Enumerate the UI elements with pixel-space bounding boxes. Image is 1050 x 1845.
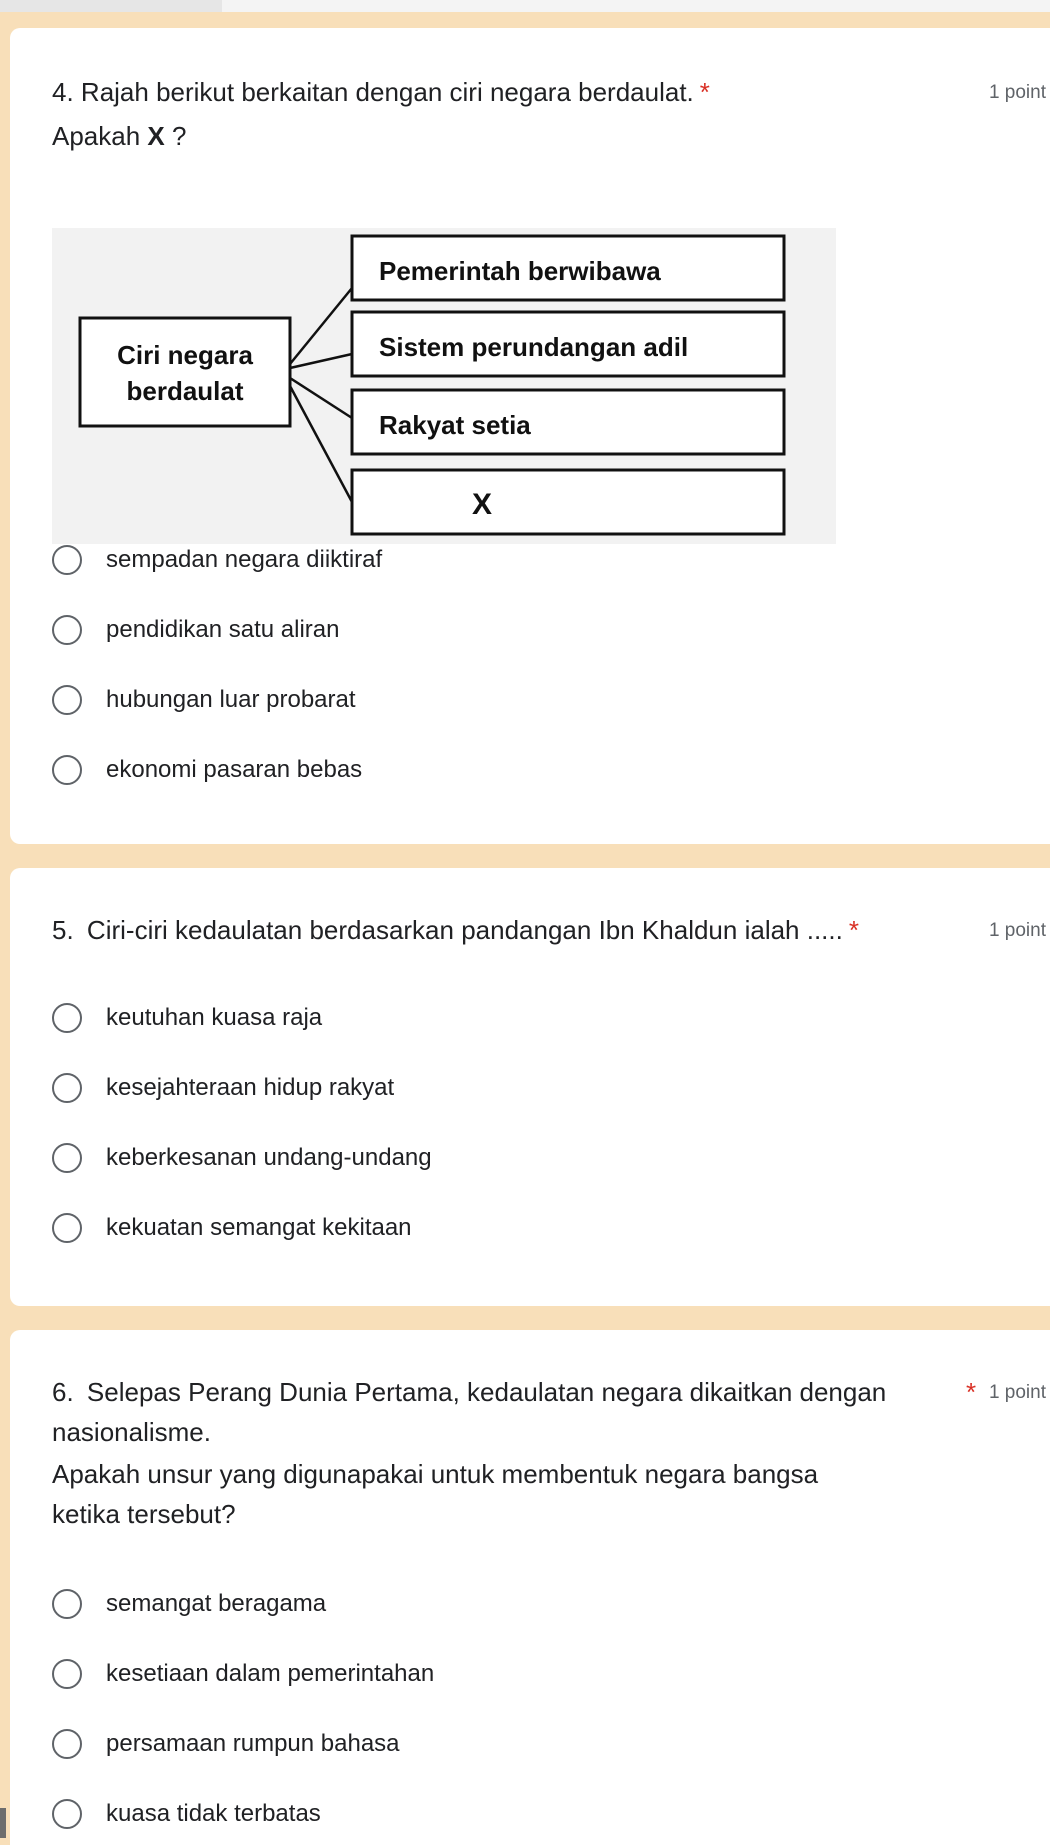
radio-button[interactable] [52, 685, 82, 715]
diagram-branch-box-4 [352, 470, 784, 534]
sovereignty-diagram [52, 228, 836, 544]
diagram-root-line1: Ciri negara [117, 340, 253, 370]
question-title [52, 910, 859, 950]
radio-button[interactable] [52, 1213, 82, 1243]
radio-button[interactable] [52, 545, 82, 575]
radio-button[interactable] [52, 615, 82, 645]
radio-button[interactable] [52, 1729, 82, 1759]
option-kesetiaan[interactable] [52, 1652, 434, 1696]
question-text-line4: ketika tersebut? [52, 1499, 236, 1529]
diagram-branch-3: Rakyat setia [379, 410, 531, 440]
option-persamaan[interactable] [52, 1722, 400, 1766]
radio-button[interactable] [52, 1003, 82, 1033]
scroll-marker [0, 1808, 6, 1838]
question-number: 5. [52, 915, 74, 945]
option-pendidikan[interactable] [52, 608, 340, 652]
diagram-root-line2: berdaulat [126, 376, 244, 406]
question-text: Ciri-ciri kedaulatan berdasarkan pandangan Ibn Khaldun ialah ..... [86, 915, 843, 945]
question-text-line3: Apakah unsur yang digunapakai untuk membentuk negara bangsa [52, 1459, 819, 1489]
option-label: kekuatan semangat kekitaan [106, 1214, 412, 1241]
option-kekuatan[interactable] [52, 1206, 412, 1250]
radio-button[interactable] [52, 1073, 82, 1103]
option-semangat[interactable] [52, 1582, 326, 1626]
option-label: keberkesanan undang-undang [106, 1144, 432, 1171]
question-text-line2: nasionalisme. [52, 1417, 211, 1447]
required-asterisk: * [966, 1377, 977, 1407]
required-asterisk: * [848, 915, 859, 945]
question-points: 1 point [988, 82, 1046, 103]
question-card-5 [10, 868, 1050, 1306]
option-label: sempadan negara diiktiraf [106, 546, 383, 573]
diagram-branch-4: X [471, 488, 493, 521]
option-sempadan[interactable] [52, 538, 382, 582]
option-ekonomi[interactable] [52, 748, 362, 792]
question-subtitle: Apakah X ? [52, 121, 187, 151]
question-card-6 [10, 1330, 1050, 1845]
question-text: Rajah berikut berkaitan dengan ciri negara berdaulat. [80, 77, 694, 107]
option-label: keutuhan kuasa raja [106, 1004, 323, 1031]
radio-button[interactable] [52, 1589, 82, 1619]
option-label: semangat beragama [106, 1590, 327, 1617]
question-title [52, 1372, 886, 1412]
question-text-line1: Selepas Perang Dunia Pertama, kedaulatan negara dikaitkan dengan [86, 1377, 887, 1407]
radio-button[interactable] [52, 1659, 82, 1689]
option-label: kesetiaan dalam pemerintahan [106, 1660, 435, 1687]
option-hubungan[interactable] [52, 678, 356, 722]
question-points: 1 point [988, 1382, 1046, 1403]
diagram-branch-2: Sistem perundangan adil [379, 332, 689, 362]
option-label: hubungan luar probarat [106, 686, 356, 713]
question-number: 4. [52, 77, 74, 107]
option-label: pendidikan satu aliran [106, 616, 340, 643]
question-card-4 [10, 28, 1050, 844]
option-kuasa[interactable] [52, 1792, 321, 1836]
question-points: 1 point [988, 920, 1046, 941]
option-keutuhan[interactable] [52, 996, 322, 1040]
radio-button[interactable] [52, 1143, 82, 1173]
diagram-root-box [80, 318, 290, 426]
option-label: persamaan rumpun bahasa [106, 1730, 400, 1757]
option-label: kesejahteraan hidup rakyat [106, 1074, 395, 1101]
subtitle-x: X [147, 121, 165, 151]
option-label: ekonomi pasaran bebas [106, 756, 363, 783]
question-number: 6. [52, 1377, 74, 1407]
diagram-branch-1: Pemerintah berwibawa [379, 256, 661, 286]
question-title [52, 72, 710, 112]
option-label: kuasa tidak terbatas [106, 1800, 321, 1827]
radio-button[interactable] [52, 755, 82, 785]
radio-button[interactable] [52, 1799, 82, 1829]
tab-strip [0, 0, 222, 12]
required-asterisk: * [699, 77, 710, 107]
option-kesejahteraan[interactable] [52, 1066, 394, 1110]
option-keberkesanan[interactable] [52, 1136, 432, 1180]
browser-top-strip [0, 0, 1050, 12]
